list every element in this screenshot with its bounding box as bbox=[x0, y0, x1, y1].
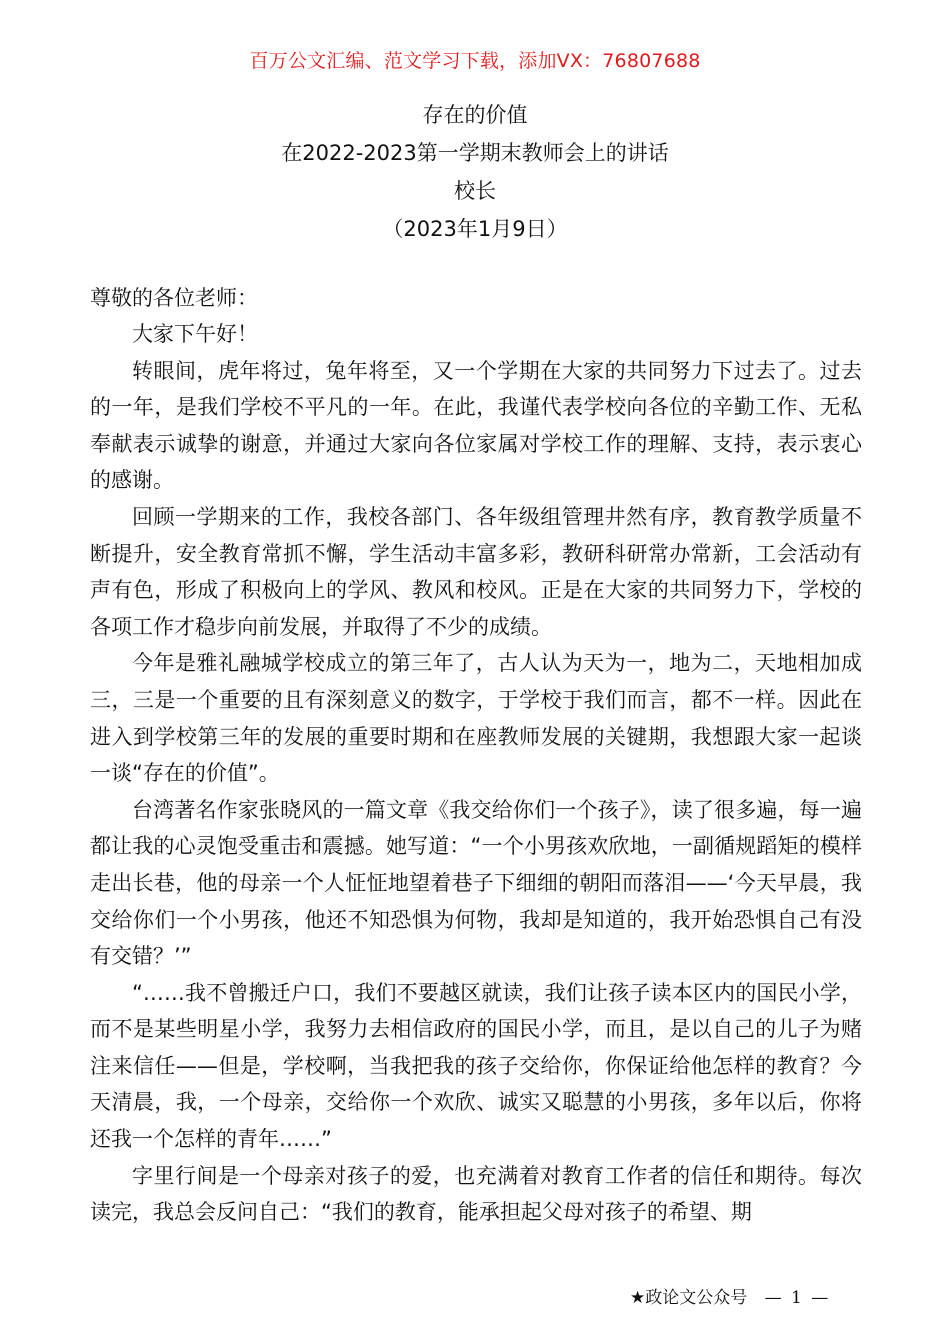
paragraph: “……我不曾搬迁户口，我们不要越区就读，我们让孩子读本区内的国民小学，而不是某些明星小学，我努力去相信政府的国民小学，而且，是以自己的儿子为赌注来信任——但是，学校啊，当我把我的孩子交给你，你保证给他怎样的教育？今天清晨，我，一个母亲，交给你一个欢欣、诚实又聪慧的小男孩，多年以后，你将还我一个怎样的青年……” bbox=[90, 980, 862, 1152]
paragraph: 大家下午好！ bbox=[132, 322, 258, 346]
speaker: 校长 bbox=[454, 179, 496, 203]
document-title: 存在的价值 bbox=[422, 103, 528, 127]
paragraph: 台湾著名作家张晓风的一篇文章《我交给你们一个孩子》，读了很多遍，每一遍都让我的心灵饱受重击和震撼。她写道：“一个小男孩欢欣地，一副循规蹈矩的模样走出长巷，他的母亲一个人怔怔地望着巷子下细细的朝阳而落泪——‘今天早晨，我交给你们一个小男孩，他还不知恐惧为何物，我却是知道的，我开始恐惧自己有没有交错？’” bbox=[90, 797, 862, 969]
salutation: 尊敬的各位老师： bbox=[90, 286, 258, 310]
speech-date: （2023年1月9日） bbox=[382, 217, 568, 241]
watermark-banner: 百万公文汇编、范文学习下载，添加VX：76807688 bbox=[249, 50, 701, 72]
title-block bbox=[0, 96, 950, 248]
page-footer bbox=[630, 1283, 830, 1308]
paragraph: 字里行间是一个母亲对孩子的爱，也充满着对教育工作者的信任和期待。每次读完，我总会反问自己：“我们的教育，能承担起父母对孩子的希望、期 bbox=[90, 1163, 862, 1225]
page-number: — 1 — bbox=[764, 1288, 831, 1308]
paragraph: 今年是雅礼融城学校成立的第三年了，古人认为天为一，地为二，天地相加成三，三是一个重要的且有深刻意义的数字，于学校于我们而言，都不一样。因此在进入到学校第三年的发展的重要时期和在座教师发展的关键期，我想跟大家一起谈一谈“存在的价值”。 bbox=[90, 651, 862, 786]
paragraph: 转眼间，虎年将过，兔年将至，又一个学期在大家的共同努力下过去了。过去的一年，是我们学校不平凡的一年。在此，我谨代表学校向各位的辛勤工作、无私奉献表示诚挚的谢意，并通过大家向各位家属对学校工作的理解、支持，表示衷心的感谢。 bbox=[90, 358, 862, 493]
paragraph: 回顾一学期来的工作，我校各部门、各年级组管理井然有序，教育教学质量不断提升，安全教育常抓不懈，学生活动丰富多彩，教研科研常办常新，工会活动有声有色，形成了积极向上的学风、教风和校风。正是在大家的共同努力下，学校的各项工作才稳步向前发展，并取得了不少的成绩。 bbox=[90, 504, 862, 639]
speech-body bbox=[90, 280, 862, 1231]
footer-source: ★政论文公众号 bbox=[630, 1288, 748, 1308]
document-subtitle: 在2022-2023第一学期末教师会上的讲话 bbox=[281, 141, 669, 165]
